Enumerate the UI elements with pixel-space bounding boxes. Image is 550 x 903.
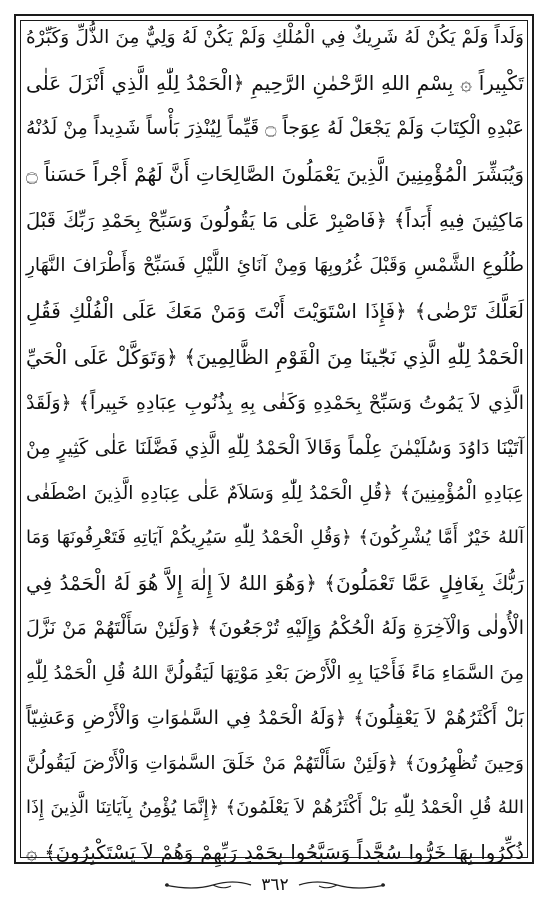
text-line: وَحِينَ تُظْهِرُونَ﴾ ﴿وَلَئِنْ سَأَلْتَهُمْ مَنْ خَلَقَ السَّمٰوَاتِ وَالْأَرْضَ لَيَقُولُنَّ [26,753,524,775]
text-line: تَكْبِيراً ۞ بِسْمِ اللهِ الرَّحْمٰنِ الرَّحِيمِ ﴿الْحَمْدُ لِلّٰهِ الَّذِي أَنْزَلَ عَلٰى [26,70,524,95]
text-line: رَبُّكَ بِغَافِلٍ عَمَّا تَعْمَلُونَ﴾ ﴿وَهُوَ اللهُ لاَ إِلٰهَ إِلاَّ هُوَ لَهُ الْحَمْدُ فِي [26,570,524,595]
page-number: ٣٦٢ [261,875,289,895]
page-footer [0,872,550,898]
text-line: آتَيْنَا دَاوُدَ وَسُلَيْمٰنَ عِلْماً وَقَالاَ الْحَمْدُ لِلّٰهِ الَّذِي فَضَّلَنَا عَلٰى كَثِيرٍ مِنْ [26,437,524,460]
text-line: آللهُ خَيْرٌ أَمَّا يُشْرِكُونَ﴾ ﴿وَقُلِ الْحَمْدُ لِلّٰهِ سَيُرِيكُمْ آيَاتِهِ فَتَعْرِفُونَهَا وَمَا [26,526,524,548]
flourish-right-icon [297,878,387,892]
text-line: مِنَ السَّمَاءِ مَاءً فَأَحْيَا بِهِ الْأَرْضَ بَعْدِ مَوْتِهَا لَيَقُولُنَّ اللهُ قُلِ الْحَمْدُ لِلّٰهِ [26,663,524,685]
text-line: عِبَادِهِ الْمُؤْمِنِينَ﴾ ﴿قُلِ الْحَمْدُ لِلّٰهِ وَسَلاَمٌ عَلٰى عِبَادِهِ الَّذِينَ اصْطَفٰى [26,483,524,505]
text-line: مَاكِثِينَ فِيهِ أَبَداً﴾ ﴿فَاصْبِرْ عَلٰى مَا يَقُولُونَ وَسَبِّحْ بِحَمْدِ رَبِّكَ قَبْلَ [26,208,524,232]
text-line: ذُكِّرُوا بِهَا خَرُّوا سُجَّداً وَسَبَّحُوا بِحَمْدِ رَبِّهِمْ وَهُمْ لاَ يَسْتَكْبِرُونَ﴾ ۞ [26,840,524,864]
text-line: الْحَمْدُ لِلّٰهِ الَّذِي نَجّٰينَا مِنَ الْقَوْمِ الظَّالِمِينَ﴾ ﴿وَتَوَكَّلْ عَلَى الْحَيِّ [26,345,524,370]
text-line: الْأُولٰى وَالْآخِرَةِ وَلَهُ الْحُكْمُ وَإِلَيْهِ تُرْجَعُونَ﴾ ﴿وَلَئِنْ سَأَلْتَهُمْ مَنْ نَزَّلَ [26,617,524,640]
text-line: اللهُ قُلِ الْحَمْدُ لِلّٰهِ بَلْ أَكْثَرُهُمْ لاَ يَعْلَمُونَ﴾ ﴿إِنَّمَا يُؤْمِنُ بِآيَاتِنَا الَّذِينَ إِذَا [26,796,524,818]
text-line: لَعَلَّكَ تَرْضٰى﴾ ﴿فَإِذَا اسْتَوَيْتَ أَنْتَ وَمَنْ مَعَكَ عَلَى الْفُلْكِ فَقُلِ [26,299,524,323]
text-line: وَلَداً وَلَمْ يَكُنْ لَهُ شَرِيكٌ فِي الْمُلْكِ وَلَمْ يَكُنْ لَهُ وَلِيٌّ مِنَ الذُّلِّ وَكَبِّرْهُ [26,27,524,48]
text-line: وَيُبَشِّرَ الْمُؤْمِنِينَ الَّذِينَ يَعْمَلُونَ الصَّالِحَاتِ أَنَّ لَهُمْ أَجْراً حَسَناً ۝ [26,162,524,187]
text-line: الَّذِي لاَ يَمُوتُ وَسَبِّحْ بِحَمْدِهِ وَكَفٰى بِهِ بِذُنُوبِ عِبَادِهِ خَبِيراً﴾ ﴿وَلَقَدْ [26,391,524,414]
text-body [26,26,524,865]
flourish-left-icon [163,878,253,892]
text-line: عَبْدِهِ الْكِتَابَ وَلَمْ يَجْعَلْ لَهُ عِوَجاً ۝ قَيِّماً لِيُنْذِرَ بَأْساً شَدِيداً مِنْ لَدُنْهُ [25,117,524,139]
text-line: طُلُوعِ الشَّمْسِ وَقَبْلَ غُرُوبِهَا وَمِنْ آنَائِ اللَّيْلِ فَسَبِّحْ وَأَطْرَافَ النَّهَارِ [26,255,524,277]
text-line: بَلْ أَكْثَرُهُمْ لاَ يَعْقِلُونَ﴾ ﴿وَلَهُ الْحَمْدُ فِي السَّمٰوَاتِ وَالْأَرْضِ وَعَشِيّاً [26,706,524,729]
